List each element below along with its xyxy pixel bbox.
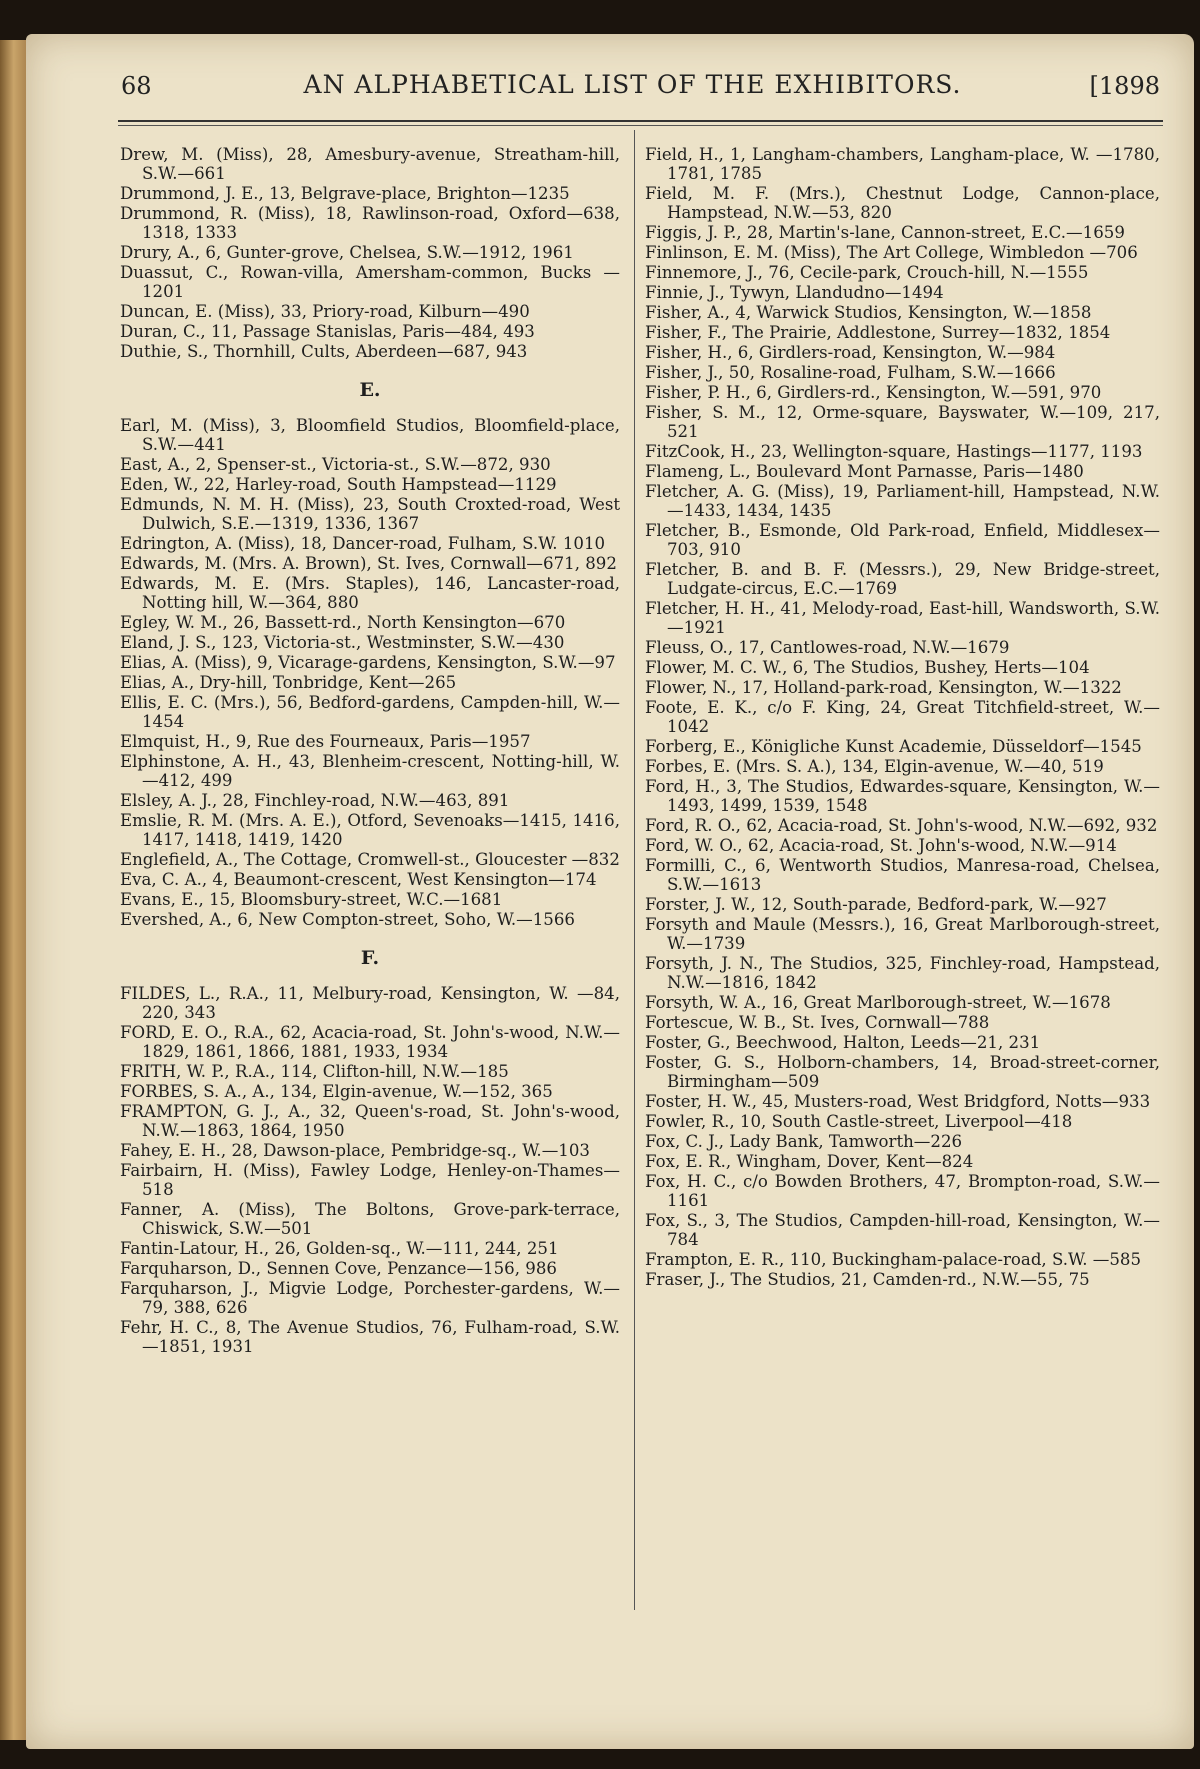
exhibitor-entry: Fletcher, H. H., 41, Melody-road, East-hill, Wandsworth, S.W.—1921 [645,599,1160,637]
page-title: AN ALPHABETICAL LIST OF THE EXHIBITORS. [303,70,962,99]
page-header [95,40,1170,100]
exhibitor-entry: Forsyth, J. N., The Studios, 325, Finchley-road, Hampstead, N.W.—1816, 1842 [645,954,1160,992]
exhibitor-entry: Emslie, R. M. (Mrs. A. E.), Otford, Sevenoaks—1415, 1416, 1417, 1418, 1419, 1420 [120,811,620,849]
exhibitor-entry: Eva, C. A., 4, Beaumont-crescent, West Kensington—174 [120,870,597,889]
exhibitor-entry: Fox, E. R., Wingham, Dover, Kent—824 [645,1152,974,1171]
exhibitor-entry: Ford, R. O., 62, Acacia-road, St. John's-wood, N.W.—692, 932 [645,816,1158,835]
exhibitor-entry: Fisher, F., The Prairie, Addlestone, Surrey—1832, 1854 [645,323,1111,342]
f-entries [120,984,620,1356]
exhibitor-entry: Formilli, C., 6, Wentworth Studios, Manresa-road, Chelsea, S.W.—1613 [645,856,1160,894]
exhibitor-entry: Elsley, A. J., 28, Finchley-road, N.W.—463, 891 [120,791,510,810]
exhibitor-entry: Finlinson, E. M. (Miss), The Art College, Wimbledon —706 [645,243,1138,262]
exhibitor-entry: Elmquist, H., 9, Rue des Fourneaux, Paris—1957 [120,732,531,751]
exhibitor-entry: Fowler, R., 10, South Castle-street, Liverpool—418 [645,1112,1073,1131]
exhibitor-entry: Farquharson, D., Sennen Cove, Penzance—156, 986 [120,1259,557,1278]
exhibitor-entry: Drummond, J. E., 13, Belgrave-place, Brighton—1235 [120,184,570,203]
exhibitor-entry: Fraser, J., The Studios, 21, Camden-rd., N.W.—55, 75 [645,1270,1090,1289]
right-column [645,145,1160,1290]
header-rule-thick [118,120,1163,122]
section-heading-e: E. [359,379,381,401]
exhibitor-entry: Ford, H., 3, The Studios, Edwardes-square, Kensington, W.—1493, 1499, 1539, 1548 [645,777,1160,815]
exhibitor-entry: Fehr, H. C., 8, The Avenue Studios, 76, Fulham-road, S.W.—1851, 1931 [120,1318,620,1356]
exhibitor-entry: Fantin-Latour, H., 26, Golden-sq., W.—111, 244, 251 [120,1239,559,1258]
exhibitor-entry: Englefield, A., The Cottage, Cromwell-st., Gloucester —832 [120,850,620,869]
exhibitor-entry: Fisher, H., 6, Girdlers-road, Kensington, W.—984 [645,343,1056,362]
exhibitor-entry: Edwards, M. E. (Mrs. Staples), 146, Lancaster-road, Notting hill, W.—364, 880 [120,574,620,612]
exhibitor-entry: Fisher, S. M., 12, Orme-square, Bayswater, W.—109, 217, 521 [645,403,1160,441]
exhibitor-entry: Eden, W., 22, Harley-road, South Hampstead—1129 [120,475,557,494]
exhibitor-entry: Edrington, A. (Miss), 18, Dancer-road, Fulham, S.W. 1010 [120,534,606,553]
exhibitor-entry: Forberg, E., Königliche Kunst Academie, Düsseldorf—1545 [645,737,1142,756]
exhibitor-entry: Drummond, R. (Miss), 18, Rawlinson-road, Oxford—638, 1318, 1333 [120,204,620,242]
exhibitor-entry: FORD, E. O., R.A., 62, Acacia-road, St. John's-wood, N.W.—1829, 1861, 1866, 1881, 1933, 1934 [120,1023,620,1061]
exhibitor-entry: Duncan, E. (Miss), 33, Priory-road, Kilburn—490 [120,302,530,321]
exhibitor-entry: Fox, C. J., Lady Bank, Tamworth—226 [645,1132,963,1151]
exhibitor-entry: Finnemore, J., 76, Cecile-park, Crouch-hill, N.—1555 [645,263,1089,282]
exhibitor-entry: Earl, M. (Miss), 3, Bloomfield Studios, Bloomfield-place, S.W.—441 [120,416,620,454]
exhibitor-entry: FORBES, S. A., A., 134, Elgin-avenue, W.—152, 365 [120,1082,553,1101]
exhibitor-entry: Foster, G., Beechwood, Halton, Leeds—21, 231 [645,1033,1041,1052]
exhibitor-entry: Forbes, E. (Mrs. S. A.), 134, Elgin-avenue, W.—40, 519 [645,757,1104,776]
exhibitor-entry: Duran, C., 11, Passage Stanislas, Paris—484, 493 [120,322,535,341]
exhibitor-entry: Forsyth, W. A., 16, Great Marlborough-street, W.—1678 [645,993,1111,1012]
exhibitor-entry: Fletcher, B. and B. F. (Messrs.), 29, New Bridge-street, Ludgate-circus, E.C.—1769 [645,560,1160,598]
section-heading-f: F. [360,947,380,969]
exhibitor-entry: FRITH, W. P., R.A., 114, Clifton-hill, N.W.—185 [120,1062,509,1081]
exhibitor-entry: Edwards, M. (Mrs. A. Brown), St. Ives, Cornwall—671, 892 [120,554,617,573]
exhibitor-entry: Fox, H. C., c/o Bowden Brothers, 47, Brompton-road, S.W.—1161 [645,1172,1160,1210]
exhibitor-entry: Frampton, E. R., 110, Buckingham-palace-road, S.W. —585 [645,1250,1142,1269]
exhibitor-entry: Flower, N., 17, Holland-park-road, Kensington, W.—1322 [645,678,1122,697]
exhibitor-entry: Fletcher, B., Esmonde, Old Park-road, Enfield, Middlesex—703, 910 [645,521,1160,559]
exhibitor-entry: Egley, W. M., 26, Bassett-rd., North Kensington—670 [120,613,566,632]
exhibitor-entry: Field, H., 1, Langham-chambers, Langham-place, W. —1780, 1781, 1785 [645,145,1160,183]
e-entries [120,416,620,929]
column-divider [634,130,635,1610]
exhibitor-entry: Elphinstone, A. H., 43, Blenheim-crescent, Notting-hill, W.—412, 499 [120,752,620,790]
exhibitor-entry: Ellis, E. C. (Mrs.), 56, Bedford-gardens, Campden-hill, W.—1454 [120,693,620,731]
exhibitor-entry: Finnie, J., Tywyn, Llandudno—1494 [645,283,944,302]
exhibitor-entry: Fleuss, O., 17, Cantlowes-road, N.W.—1679 [645,638,1010,657]
exhibitor-entry: Fortescue, W. B., St. Ives, Cornwall—788 [645,1013,990,1032]
exhibitor-entry: Field, M. F. (Mrs.), Chestnut Lodge, Cannon-place, Hampstead, N.W.—53, 820 [645,184,1160,222]
exhibitor-entry: Evershed, A., 6, New Compton-street, Soho, W.—1566 [120,910,575,929]
exhibitor-entry: Figgis, J. P., 28, Martin's-lane, Cannon-street, E.C.—1659 [645,223,1125,242]
exhibitor-entry: Evans, E., 15, Bloomsbury-street, W.C.—1681 [120,890,503,909]
left-column [120,145,620,1357]
exhibitor-entry: Foster, G. S., Holborn-chambers, 14, Broad-street-corner, Birmingham—509 [645,1053,1160,1091]
exhibitor-entry: Flameng, L., Boulevard Mont Parnasse, Paris—1480 [645,462,1084,481]
exhibitor-entry: Fisher, J., 50, Rosaline-road, Fulham, S.W.—1666 [645,363,1056,382]
f-entries-continued [645,145,1160,1289]
exhibitor-entry: Fisher, A., 4, Warwick Studios, Kensington, W.—1858 [645,303,1092,322]
d-entries [120,145,620,361]
exhibitor-entry: Eland, J. S., 123, Victoria-st., Westminster, S.W.—430 [120,633,565,652]
exhibitor-entry: East, A., 2, Spenser-st., Victoria-st., S.W.—872, 930 [120,455,551,474]
exhibitor-entry: Fanner, A. (Miss), The Boltons, Grove-park-terrace, Chiswick, S.W.—501 [120,1200,620,1238]
exhibitor-entry: Fisher, P. H., 6, Girdlers-rd., Kensington, W.—591, 970 [645,383,1102,402]
exhibitor-entry: Drew, M. (Miss), 28, Amesbury-avenue, Streatham-hill, S.W.—661 [120,145,620,183]
exhibitor-entry: Flower, M. C. W., 6, The Studios, Bushey, Herts—104 [645,658,1090,677]
exhibitor-entry: Forsyth and Maule (Messrs.), 16, Great Marlborough-street, W.—1739 [645,915,1160,953]
header-rule-thin [118,125,1163,126]
exhibitor-entry: Duthie, S., Thornhill, Cults, Aberdeen—687, 943 [120,342,528,361]
exhibitor-entry: Farquharson, J., Migvie Lodge, Porchester-gardens, W.—79, 388, 626 [120,1279,620,1317]
exhibitor-entry: Forster, J. W., 12, South-parade, Bedford-park, W.—927 [645,895,1107,914]
exhibitor-entry: Drury, A., 6, Gunter-grove, Chelsea, S.W.—1912, 1961 [120,243,574,262]
page-year: [1898 [1089,72,1160,100]
exhibitor-entry: Ford, W. O., 62, Acacia-road, St. John's-wood, N.W.—914 [645,836,1117,855]
exhibitor-entry: Fox, S., 3, The Studios, Campden-hill-road, Kensington, W.—784 [645,1211,1160,1249]
exhibitor-entry: Fairbairn, H. (Miss), Fawley Lodge, Henley-on-Thames—518 [120,1161,620,1199]
exhibitor-entry: Elias, A., Dry-hill, Tonbridge, Kent—265 [120,673,457,692]
exhibitor-entry: Edmunds, N. M. H. (Miss), 23, South Croxted-road, West Dulwich, S.E.—1319, 1336, 1367 [120,495,620,533]
exhibitor-entry: Fahey, E. H., 28, Dawson-place, Pembridge-sq., W.—103 [120,1141,590,1160]
exhibitor-entry: Fletcher, A. G. (Miss), 19, Parliament-hill, Hampstead, N.W.—1433, 1434, 1435 [645,482,1160,520]
exhibitor-entry: Elias, A. (Miss), 9, Vicarage-gardens, Kensington, S.W.—97 [120,653,616,672]
exhibitor-entry: FILDES, L., R.A., 11, Melbury-road, Kensington, W. —84, 220, 343 [120,984,620,1022]
exhibitor-entry: FitzCook, H., 23, Wellington-square, Hastings—1177, 1193 [645,442,1143,461]
exhibitor-entry: Foster, H. W., 45, Musters-road, West Bridgford, Notts—933 [645,1092,1151,1111]
exhibitor-entry: FRAMPTON, G. J., A., 32, Queen's-road, St. John's-wood, N.W.—1863, 1864, 1950 [120,1102,620,1140]
page-number: 68 [121,72,152,100]
exhibitor-entry: Foote, E. K., c/o F. King, 24, Great Titchfield-street, W.—1042 [645,698,1160,736]
exhibitor-entry: Duassut, C., Rowan-villa, Amersham-common, Bucks —1201 [120,263,620,301]
